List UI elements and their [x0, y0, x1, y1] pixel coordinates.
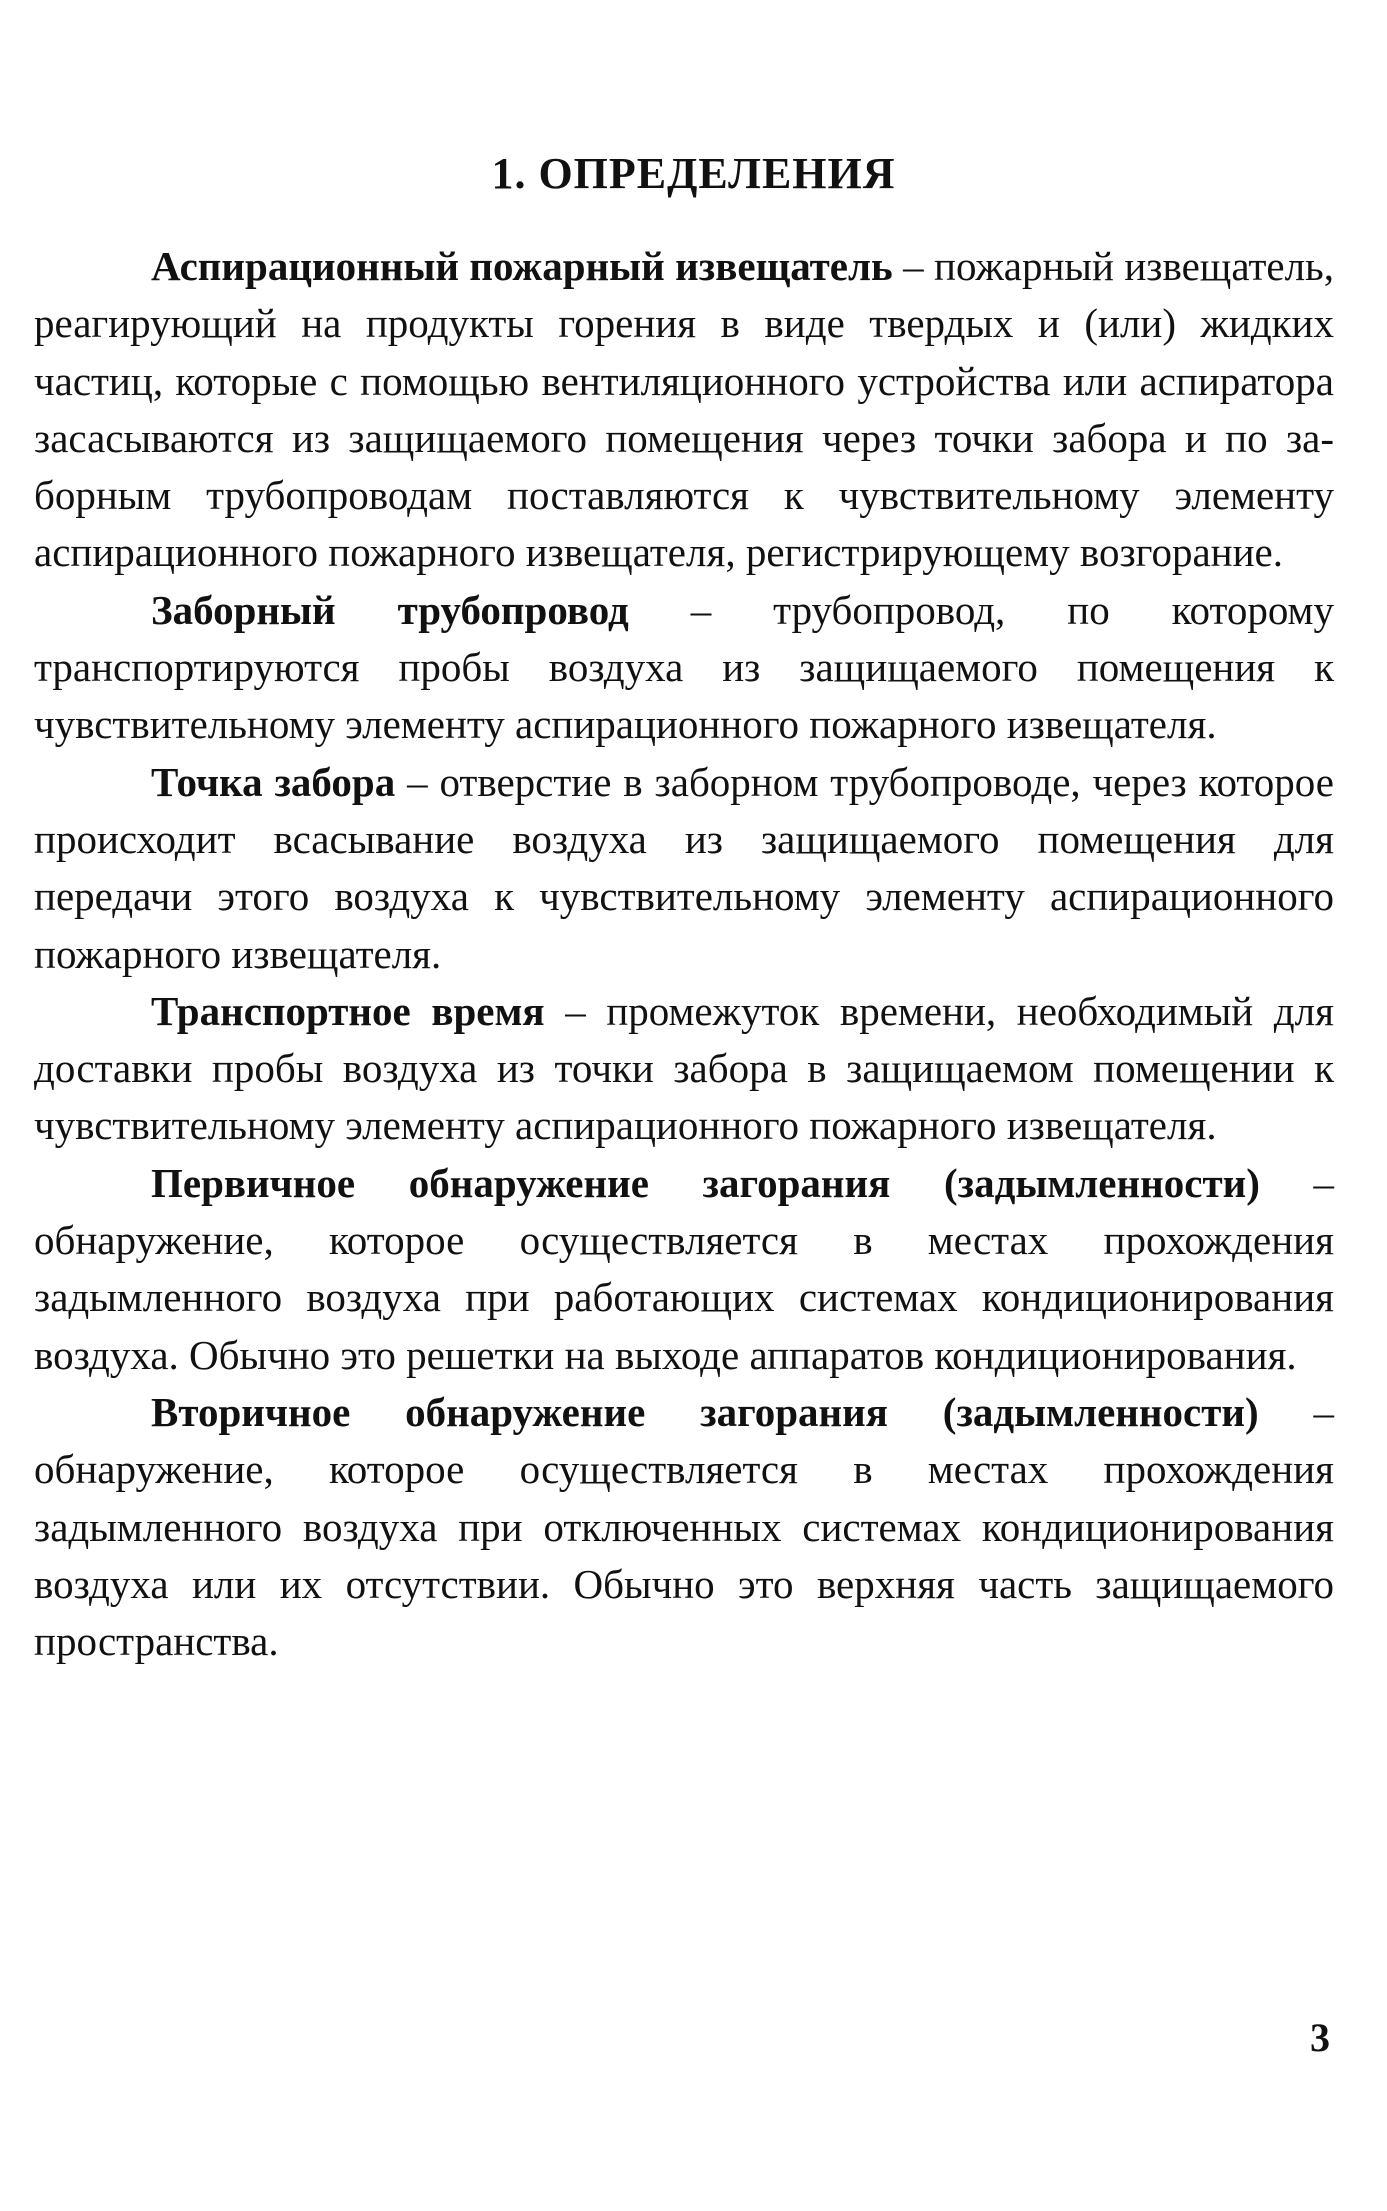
definition-text: – промежуток времени, необходимый для доставки пробы воздуха из точки забора в защищаемом помещении к чувствительному элементу аспирационного пожарного извещателя.	[34, 987, 1334, 1149]
definition-term: Первичное обнаружение загорания (задымленности)	[151, 1159, 1260, 1206]
definition-sampling-pipe	[34, 582, 1334, 754]
definition-term: Вторичное обнаружение загорания (задымленности)	[151, 1388, 1259, 1435]
definition-sampling-point	[34, 754, 1334, 983]
definition-text: – обнаружение, которое осуществляется в местах прохождения задымленного воздуха при отключенных системах кондиционирования воздуха или их отсутствии. Обычно это верхняя часть защищаемого пространства.	[34, 1388, 1334, 1665]
definition-term: Точка забора	[151, 758, 396, 805]
definition-text: – обнаружение, которое осуществляется в местах прохождения задымленного воздуха при работающих системах кондиционирования воздуха. Обычно это решетки на выходе аппаратов кондиционирования.	[34, 1159, 1334, 1378]
section-heading: 1. ОПРЕДЕЛЕНИЯ	[491, 149, 896, 198]
definition-text: – отверстие в заборном трубопроводе, через которое происходит всасывание воздуха из защищаемого помещения для передачи этого воздуха к чувствительному элементу аспирационного пожарного извещателя.	[34, 758, 1334, 977]
definitions-list	[34, 238, 1334, 1670]
definition-term: Транспортное время	[151, 987, 545, 1034]
definition-term: Заборный трубопровод	[151, 586, 629, 633]
definition-term: Аспирационный пожарный извещатель	[151, 243, 893, 289]
definition-transport-time	[34, 983, 1334, 1155]
definition-primary-detection	[34, 1155, 1334, 1384]
definition-aspiration-detector	[34, 238, 1334, 582]
definition-secondary-detection	[34, 1384, 1334, 1670]
page-number: 3	[1310, 2015, 1330, 2060]
definition-text: – пожарный извещатель, реагирующий на продукты горения в виде твердых и (или) жидких частиц, которые с помощью вентиляционного устройства или аспиратора засасываются из защищаемого помещения через точки забора и по заборным трубопроводам поставляются к чувствительному элементу аспирационного пожарного извещателя, регистрирующему возгорание.	[34, 243, 1335, 576]
definition-text: – трубопровод, по которому транспортируются пробы воздуха из защищаемого помещения к чувствительному элементу аспирационного пожарного извещателя.	[34, 586, 1334, 748]
